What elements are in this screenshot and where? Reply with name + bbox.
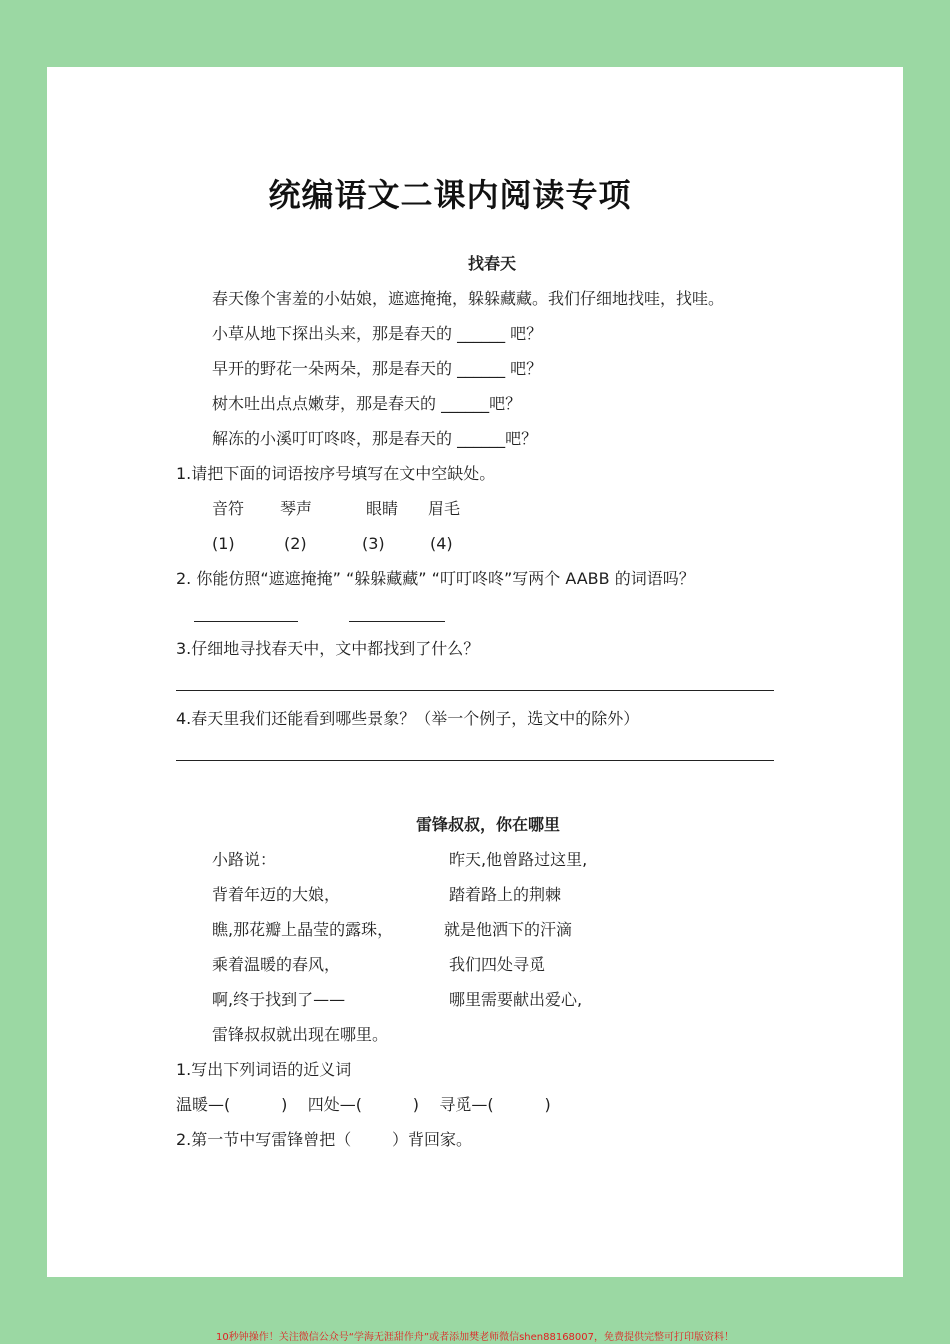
word-number: (1): [212, 534, 235, 553]
question-2: 2. 你能仿照“遮遮掩掩” “躲躲藏藏” “叮叮咚咚”写两个 AABB 的词语吗？: [176, 569, 695, 588]
poem-line: 小草从地下探出头来，那是春天的 ______ 吧？: [212, 324, 543, 343]
poem-left-line: 啊,终于找到了——: [212, 990, 346, 1009]
poem-line: 解冻的小溪叮叮咚咚，那是春天的 ______吧？: [212, 429, 538, 448]
poem-line: 树木吐出点点嫩芽，那是春天的 ______吧？: [212, 394, 522, 413]
word-number: (2): [284, 534, 307, 553]
section2-heading: 雷锋叔叔，你在哪里: [416, 815, 561, 834]
poem-left-line: 瞧,那花瓣上晶莹的露珠，: [212, 920, 394, 939]
answer-line[interactable]: [176, 760, 774, 761]
synonym-blanks[interactable]: 温暖—( ) 四处—( ) 寻觅—( ): [176, 1095, 551, 1114]
poem-left-line: 小路说：: [212, 850, 277, 869]
poem-right-line: 哪里需要献出爱心,: [449, 990, 583, 1009]
word-number: (3): [362, 534, 385, 553]
answer-line[interactable]: [194, 621, 298, 622]
question-4: 4.春天里我们还能看到哪些景象？（举一个例子，选文中的除外）: [176, 709, 640, 728]
word-option: 眼睛: [366, 499, 399, 518]
poem-line: 春天像个害羞的小姑娘，遮遮掩掩，躲躲藏藏。我们仔细地找哇，找哇。: [212, 289, 725, 308]
answer-line[interactable]: [176, 690, 774, 691]
page-title: 统编语文二课内阅读专项: [268, 176, 632, 214]
section1-heading: 找春天: [468, 254, 517, 273]
poem-left-line: 背着年迈的大娘，: [212, 885, 341, 904]
word-option: 音符: [212, 499, 245, 518]
section2-question-2: 2.第一节中写雷锋曾把（ ）背回家。: [176, 1130, 472, 1149]
word-number: (4): [430, 534, 453, 553]
section2-question-1: 1.写出下列词语的近义词: [176, 1060, 352, 1079]
poem-line: 早开的野花一朵两朵，那是春天的 ______ 吧？: [212, 359, 543, 378]
poem-right-line: 踏着路上的荆棘: [449, 885, 562, 904]
footer-notice: 10秒钟操作！关注微信公众号“学海无涯甜作舟”或者添加樊老师微信shen88168007，免费提供完整可打印版资料！: [215, 1332, 735, 1343]
poem-left-line: 乘着温暖的春风，: [212, 955, 341, 974]
question-1: 1.请把下面的词语按序号填写在文中空缺处。: [176, 464, 496, 483]
poem-right-line: 就是他洒下的汗滴: [444, 920, 573, 939]
word-option: 琴声: [280, 499, 313, 518]
answer-line[interactable]: [349, 621, 445, 622]
question-3: 3.仔细地寻找春天中，文中都找到了什么？: [176, 639, 480, 658]
poem-right-line: 我们四处寻觅: [449, 955, 546, 974]
poem-right-line: 昨天,他曾路过这里,: [449, 850, 588, 869]
word-option: 眉毛: [428, 499, 461, 518]
poem-left-line: 雷锋叔叔就出现在哪里。: [212, 1025, 389, 1044]
